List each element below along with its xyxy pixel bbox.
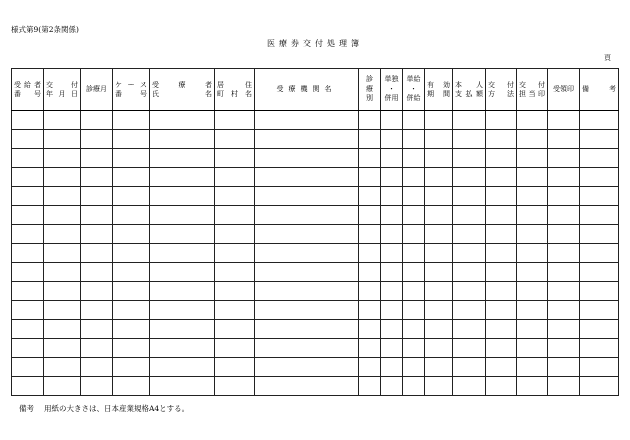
- table-cell[interactable]: [580, 263, 619, 282]
- table-row: [12, 130, 619, 149]
- table-cell[interactable]: [12, 149, 44, 168]
- table-cell[interactable]: [359, 358, 381, 377]
- table-cell[interactable]: [44, 244, 81, 263]
- table-cell[interactable]: [12, 339, 44, 358]
- table-cell[interactable]: [44, 111, 81, 130]
- table-cell[interactable]: [255, 111, 359, 130]
- table-cell[interactable]: [548, 339, 580, 358]
- table-cell[interactable]: [81, 301, 113, 320]
- form-number: 様式第9(第2条関係): [11, 25, 79, 34]
- table-cell[interactable]: [425, 263, 453, 282]
- table-cell[interactable]: [548, 225, 580, 244]
- col-header-treatment-month: 診療月: [81, 69, 113, 111]
- table-cell[interactable]: [580, 358, 619, 377]
- table-cell[interactable]: [150, 263, 215, 282]
- table-row: [12, 225, 619, 244]
- table-cell[interactable]: [359, 206, 381, 225]
- table-cell[interactable]: [12, 282, 44, 301]
- table-cell[interactable]: [81, 339, 113, 358]
- table-cell[interactable]: [215, 187, 255, 206]
- table-cell[interactable]: [425, 301, 453, 320]
- table-cell[interactable]: [580, 168, 619, 187]
- table-cell[interactable]: [580, 130, 619, 149]
- table-cell[interactable]: [517, 320, 548, 339]
- table-cell[interactable]: [517, 187, 548, 206]
- table-cell[interactable]: [486, 339, 517, 358]
- table-cell[interactable]: [12, 130, 44, 149]
- table-cell[interactable]: [215, 358, 255, 377]
- table-cell[interactable]: [548, 358, 580, 377]
- table-cell[interactable]: [453, 225, 486, 244]
- table-cell[interactable]: [486, 130, 517, 149]
- table-cell[interactable]: [113, 187, 150, 206]
- table-cell[interactable]: [44, 130, 81, 149]
- table-cell[interactable]: [359, 377, 381, 396]
- table-cell[interactable]: [517, 339, 548, 358]
- table-cell[interactable]: [381, 282, 403, 301]
- table-cell[interactable]: [453, 206, 486, 225]
- table-cell[interactable]: [580, 149, 619, 168]
- table-cell[interactable]: [215, 149, 255, 168]
- header-row: [12, 69, 619, 111]
- table-cell[interactable]: [12, 263, 44, 282]
- table-cell[interactable]: [548, 320, 580, 339]
- col-header-issue-method: 交 付 方 法: [486, 69, 517, 111]
- table-cell[interactable]: [548, 187, 580, 206]
- table-cell[interactable]: [113, 149, 150, 168]
- table-cell[interactable]: [425, 358, 453, 377]
- table-cell[interactable]: [12, 225, 44, 244]
- table-cell[interactable]: [150, 282, 215, 301]
- table-cell[interactable]: [403, 206, 425, 225]
- table-row: [12, 339, 619, 358]
- table-cell[interactable]: [81, 168, 113, 187]
- table-cell[interactable]: [113, 358, 150, 377]
- table-cell[interactable]: [255, 130, 359, 149]
- table-cell[interactable]: [580, 225, 619, 244]
- page-number-label: 頁: [604, 54, 611, 62]
- table-cell[interactable]: [381, 263, 403, 282]
- table-cell[interactable]: [113, 244, 150, 263]
- table-cell[interactable]: [381, 339, 403, 358]
- table-cell[interactable]: [113, 206, 150, 225]
- table-cell[interactable]: [486, 187, 517, 206]
- table-cell[interactable]: [150, 111, 215, 130]
- table-cell[interactable]: [517, 301, 548, 320]
- table-row: [12, 358, 619, 377]
- table-cell[interactable]: [359, 301, 381, 320]
- table-cell[interactable]: [580, 320, 619, 339]
- table-cell[interactable]: [12, 244, 44, 263]
- table-row: [12, 301, 619, 320]
- table-cell[interactable]: [113, 130, 150, 149]
- table-cell[interactable]: [381, 206, 403, 225]
- col-header-receipt-seal: 受領印: [548, 69, 580, 111]
- table-cell[interactable]: [486, 282, 517, 301]
- table-cell[interactable]: [381, 187, 403, 206]
- table-cell[interactable]: [150, 206, 215, 225]
- table-cell[interactable]: [113, 339, 150, 358]
- table-cell[interactable]: [486, 377, 517, 396]
- table-cell[interactable]: [425, 244, 453, 263]
- table-cell[interactable]: [81, 244, 113, 263]
- table-cell[interactable]: [517, 263, 548, 282]
- table-cell[interactable]: [548, 130, 580, 149]
- table-cell[interactable]: [548, 282, 580, 301]
- col-header-residence-town: 居 住 町村名: [215, 69, 255, 111]
- table-cell[interactable]: [81, 206, 113, 225]
- table-cell[interactable]: [81, 358, 113, 377]
- table-cell[interactable]: [12, 320, 44, 339]
- col-header-issuer-seal: 交 付 担当印: [517, 69, 548, 111]
- table-cell[interactable]: [81, 225, 113, 244]
- table-cell[interactable]: [359, 187, 381, 206]
- table-cell[interactable]: [381, 130, 403, 149]
- table-cell[interactable]: [548, 301, 580, 320]
- table-cell[interactable]: [12, 168, 44, 187]
- table-cell[interactable]: [517, 111, 548, 130]
- table-cell[interactable]: [486, 111, 517, 130]
- col-header-issue-date: 交 付 年月日: [44, 69, 81, 111]
- table-cell[interactable]: [44, 263, 81, 282]
- table-cell[interactable]: [150, 168, 215, 187]
- col-header-case-number: ケース 番 号: [113, 69, 150, 111]
- table-cell[interactable]: [453, 130, 486, 149]
- table-cell[interactable]: [381, 111, 403, 130]
- table-cell[interactable]: [403, 377, 425, 396]
- table-cell[interactable]: [403, 282, 425, 301]
- table-cell[interactable]: [453, 377, 486, 396]
- table-cell[interactable]: [517, 149, 548, 168]
- table-cell[interactable]: [12, 377, 44, 396]
- table-cell[interactable]: [580, 187, 619, 206]
- table-cell[interactable]: [359, 168, 381, 187]
- table-cell[interactable]: [425, 377, 453, 396]
- ledger-table: [11, 68, 619, 396]
- table-cell[interactable]: [44, 225, 81, 244]
- table-cell[interactable]: [486, 206, 517, 225]
- table-cell[interactable]: [425, 111, 453, 130]
- table-cell[interactable]: [580, 244, 619, 263]
- table-cell[interactable]: [425, 320, 453, 339]
- table-row: [12, 187, 619, 206]
- table-cell[interactable]: [215, 377, 255, 396]
- col-header-valid-period: 有 効 期 間: [425, 69, 453, 111]
- col-header-self-payment: 本 人 支払額: [453, 69, 486, 111]
- table-row: [12, 263, 619, 282]
- table-cell[interactable]: [486, 301, 517, 320]
- table-cell[interactable]: [81, 377, 113, 396]
- table-cell[interactable]: [44, 206, 81, 225]
- table-cell[interactable]: [150, 301, 215, 320]
- col-header-recipient-number: 受給者 番 号: [12, 69, 44, 111]
- table-cell[interactable]: [453, 339, 486, 358]
- table-cell[interactable]: [425, 149, 453, 168]
- table-cell[interactable]: [359, 111, 381, 130]
- table-cell[interactable]: [150, 358, 215, 377]
- table-cell[interactable]: [403, 130, 425, 149]
- table-cell[interactable]: [425, 282, 453, 301]
- table-cell[interactable]: [359, 320, 381, 339]
- page-title: 医療券交付処理簿: [267, 39, 363, 48]
- table-cell[interactable]: [113, 225, 150, 244]
- table-cell[interactable]: [44, 282, 81, 301]
- table-cell[interactable]: [215, 320, 255, 339]
- table-cell[interactable]: [81, 282, 113, 301]
- table-row: [12, 244, 619, 263]
- table-cell[interactable]: [425, 168, 453, 187]
- table-cell[interactable]: [215, 244, 255, 263]
- table-cell[interactable]: [517, 225, 548, 244]
- table-cell[interactable]: [113, 377, 150, 396]
- table-cell[interactable]: [44, 301, 81, 320]
- table-cell[interactable]: [150, 377, 215, 396]
- footer-label: 備考: [19, 404, 34, 413]
- table-cell[interactable]: [486, 168, 517, 187]
- table-cell[interactable]: [403, 320, 425, 339]
- table-cell[interactable]: [150, 130, 215, 149]
- table-cell[interactable]: [580, 301, 619, 320]
- table-cell[interactable]: [12, 301, 44, 320]
- col-header-single-combined-use: 単独 ・ 併用: [381, 69, 403, 111]
- table-cell[interactable]: [403, 339, 425, 358]
- table-cell[interactable]: [381, 320, 403, 339]
- table-row: [12, 111, 619, 130]
- table-cell[interactable]: [12, 358, 44, 377]
- table-row: [12, 206, 619, 225]
- table-cell[interactable]: [255, 320, 359, 339]
- table-cell[interactable]: [381, 244, 403, 263]
- table-cell[interactable]: [548, 263, 580, 282]
- table-cell[interactable]: [215, 168, 255, 187]
- table-cell[interactable]: [453, 282, 486, 301]
- table-cell[interactable]: [44, 377, 81, 396]
- table-cell[interactable]: [403, 301, 425, 320]
- table-cell[interactable]: [44, 358, 81, 377]
- table-cell[interactable]: [44, 320, 81, 339]
- table-cell[interactable]: [381, 168, 403, 187]
- table-cell[interactable]: [113, 282, 150, 301]
- table-cell[interactable]: [425, 339, 453, 358]
- table-cell[interactable]: [255, 187, 359, 206]
- table-cell[interactable]: [453, 320, 486, 339]
- table-cell[interactable]: [486, 358, 517, 377]
- table-cell[interactable]: [580, 282, 619, 301]
- table-cell[interactable]: [113, 168, 150, 187]
- table-cell[interactable]: [517, 168, 548, 187]
- table-cell[interactable]: [381, 301, 403, 320]
- table-cell[interactable]: [548, 168, 580, 187]
- table-cell[interactable]: [215, 225, 255, 244]
- table-cell[interactable]: [150, 339, 215, 358]
- table-cell[interactable]: [453, 263, 486, 282]
- table-cell[interactable]: [486, 225, 517, 244]
- table-cell[interactable]: [81, 187, 113, 206]
- table-cell[interactable]: [44, 149, 81, 168]
- table-cell[interactable]: [12, 111, 44, 130]
- table-cell[interactable]: [453, 168, 486, 187]
- table-cell[interactable]: [359, 263, 381, 282]
- table-cell[interactable]: [81, 320, 113, 339]
- table-cell[interactable]: [215, 339, 255, 358]
- table-cell[interactable]: [255, 149, 359, 168]
- table-cell[interactable]: [548, 377, 580, 396]
- table-cell[interactable]: [517, 377, 548, 396]
- table-cell[interactable]: [548, 206, 580, 225]
- table-cell[interactable]: [81, 111, 113, 130]
- table-cell[interactable]: [453, 149, 486, 168]
- table-cell[interactable]: [425, 206, 453, 225]
- table-cell[interactable]: [255, 377, 359, 396]
- table-cell[interactable]: [255, 282, 359, 301]
- table-row: [12, 377, 619, 396]
- table-cell[interactable]: [113, 263, 150, 282]
- table-cell[interactable]: [113, 111, 150, 130]
- table-cell[interactable]: [453, 187, 486, 206]
- table-cell[interactable]: [255, 168, 359, 187]
- table-cell[interactable]: [517, 130, 548, 149]
- table-cell[interactable]: [359, 130, 381, 149]
- table-cell[interactable]: [381, 225, 403, 244]
- table-cell[interactable]: [150, 225, 215, 244]
- table-cell[interactable]: [150, 320, 215, 339]
- table-cell[interactable]: [381, 377, 403, 396]
- table-cell[interactable]: [81, 130, 113, 149]
- table-cell[interactable]: [486, 263, 517, 282]
- footer-note: [19, 403, 189, 414]
- table-cell[interactable]: [359, 339, 381, 358]
- table-cell[interactable]: [580, 377, 619, 396]
- table-cell[interactable]: [255, 358, 359, 377]
- table-cell[interactable]: [44, 187, 81, 206]
- table-cell[interactable]: [44, 339, 81, 358]
- table-cell[interactable]: [215, 263, 255, 282]
- table-cell[interactable]: [453, 244, 486, 263]
- table-cell[interactable]: [381, 358, 403, 377]
- table-cell[interactable]: [425, 225, 453, 244]
- table-cell[interactable]: [548, 111, 580, 130]
- table-cell[interactable]: [517, 282, 548, 301]
- table-cell[interactable]: [517, 206, 548, 225]
- table-cell[interactable]: [81, 263, 113, 282]
- footer-text: 用紙の大きさは、日本産業規格A4とする。: [44, 404, 190, 413]
- table-cell[interactable]: [403, 111, 425, 130]
- table-cell[interactable]: [12, 206, 44, 225]
- table-cell[interactable]: [12, 187, 44, 206]
- table-cell[interactable]: [580, 111, 619, 130]
- col-header-medical-institution: 受療機関名: [255, 69, 359, 111]
- table-cell[interactable]: [403, 244, 425, 263]
- table-row: [12, 282, 619, 301]
- table-cell[interactable]: [150, 149, 215, 168]
- col-header-patient-name: 受 療 者 氏 名: [150, 69, 215, 111]
- col-header-single-combined-benefit: 単給 ・ 併給: [403, 69, 425, 111]
- table-cell[interactable]: [113, 301, 150, 320]
- table-cell[interactable]: [486, 320, 517, 339]
- table-cell[interactable]: [486, 149, 517, 168]
- table-cell[interactable]: [403, 358, 425, 377]
- table-cell[interactable]: [255, 263, 359, 282]
- table-cell[interactable]: [548, 244, 580, 263]
- table-cell[interactable]: [517, 244, 548, 263]
- table-cell[interactable]: [255, 339, 359, 358]
- table-cell[interactable]: [113, 320, 150, 339]
- table-cell[interactable]: [486, 244, 517, 263]
- table-cell[interactable]: [453, 301, 486, 320]
- table-cell[interactable]: [215, 282, 255, 301]
- table-cell[interactable]: [453, 111, 486, 130]
- table-cell[interactable]: [517, 358, 548, 377]
- table-cell[interactable]: [425, 130, 453, 149]
- table-cell[interactable]: [215, 206, 255, 225]
- table-cell[interactable]: [215, 301, 255, 320]
- table-cell[interactable]: [359, 282, 381, 301]
- table-cell[interactable]: [255, 206, 359, 225]
- table-row: [12, 149, 619, 168]
- table-cell[interactable]: [403, 149, 425, 168]
- table-cell[interactable]: [215, 111, 255, 130]
- table-cell[interactable]: [44, 168, 81, 187]
- table-cell[interactable]: [150, 187, 215, 206]
- table-cell[interactable]: [359, 244, 381, 263]
- table-cell[interactable]: [425, 187, 453, 206]
- table-cell[interactable]: [81, 149, 113, 168]
- table-cell[interactable]: [403, 225, 425, 244]
- col-header-remarks: 備 考: [580, 69, 619, 111]
- table-cell[interactable]: [255, 244, 359, 263]
- table-cell[interactable]: [150, 244, 215, 263]
- table-cell[interactable]: [403, 187, 425, 206]
- table-cell[interactable]: [403, 263, 425, 282]
- table-cell[interactable]: [580, 206, 619, 225]
- table-row: [12, 320, 619, 339]
- table-cell[interactable]: [215, 130, 255, 149]
- table-cell[interactable]: [403, 168, 425, 187]
- table-cell[interactable]: [255, 301, 359, 320]
- table-cell[interactable]: [453, 358, 486, 377]
- table-cell[interactable]: [548, 149, 580, 168]
- table-cell[interactable]: [381, 149, 403, 168]
- col-header-treatment-type: 診 療 別: [359, 69, 381, 111]
- table-cell[interactable]: [255, 225, 359, 244]
- table-cell[interactable]: [359, 149, 381, 168]
- table-cell[interactable]: [359, 225, 381, 244]
- ledger-body: [12, 111, 619, 396]
- table-cell[interactable]: [580, 339, 619, 358]
- table-row: [12, 168, 619, 187]
